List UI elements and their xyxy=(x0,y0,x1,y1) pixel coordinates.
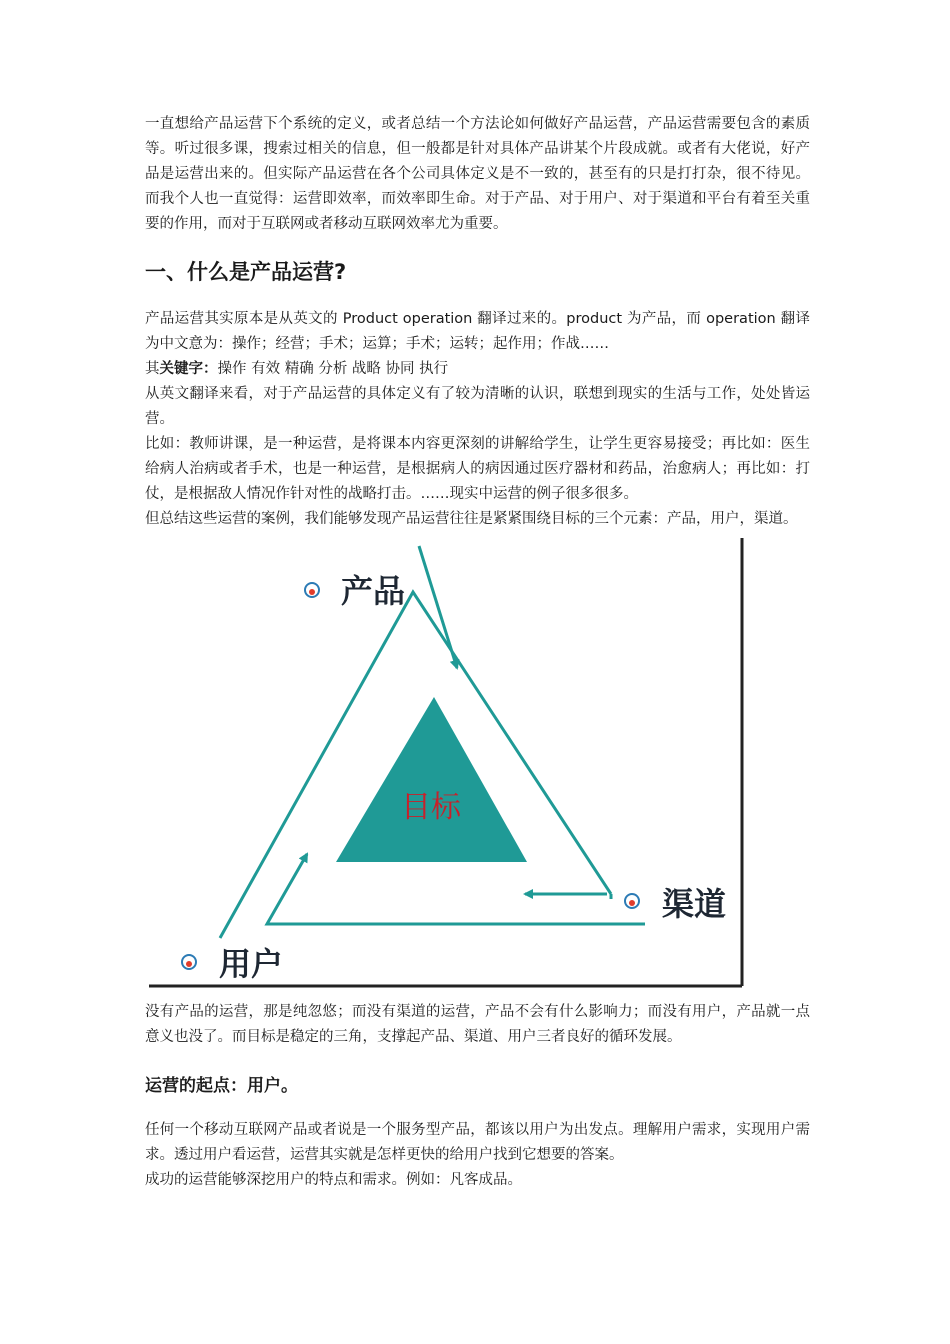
user-paragraph-2: 成功的运营能够深挖用户的特点和需求。例如：凡客成品。 xyxy=(145,1172,522,1188)
user-paragraph-1: 任何一个移动互联网产品或者说是一个服务型产品，都该以用户为出发点。理解用户需求，实现用户需求。透过用户看运营，运营其实就是怎样更快的给用户找到它想要的答案。 xyxy=(145,1122,810,1163)
section-heading-what-is-product-operation: 一、什么是产品运营? xyxy=(145,260,347,284)
arrow-product-to-goal xyxy=(419,546,457,668)
keywords-prefix: 其 xyxy=(145,361,160,377)
user-label: 用户 xyxy=(219,945,284,983)
translation-paragraph: 从英文翻译来看，对于产品运营的具体定义有了较为清晰的认识，联想到现实的生活与工作，处处皆运营。 xyxy=(145,386,810,427)
summary-paragraph: 但总结这些运营的案例，我们能够发现产品运营往往是紧紧围绕目标的三个元素：产品，用户，渠道。 xyxy=(145,511,798,527)
intro-paragraph: 一直想给产品运营下个系统的定义，或者总结一个方法论如何做好产品运营，产品运营需要包含的素质等。听过很多课，搜索过相关的信息，但一般都是针对具体产品讲某个片段成就。或者有大佬说，好产品是运营出来的。但实际产品运营在各个公司具体定义是不一致的，甚至有的只是打打杂，很不待见。而我个人也一直觉得：运营即效率，而效率即生命。对于产品、对于用户、对于渠道和平台有着至关重要的作用，而对于互联网或者移动互联网效率尤为重要。 xyxy=(145,116,810,232)
triangle-diagram-svg xyxy=(145,534,745,994)
user-node xyxy=(182,945,283,983)
channel-label: 渠道 xyxy=(662,885,727,923)
section-heading-starting-point-user: 运营的起点：用户。 xyxy=(145,1076,298,1096)
product-label: 产品 xyxy=(341,572,406,610)
product-node xyxy=(305,572,405,610)
keywords-line xyxy=(145,357,810,382)
examples-paragraph: 比如：教师讲课，是一种运营，是将课本内容更深刻的讲解给学生，让学生更容易接受；再比如：医生给病人治病或者手术，也是一种运营，是根据病人的病因通过医疗器材和药品，治愈病人；再比如：打仗，是根据敌人情况作针对性的战略打击。……现实中运营的例子很多很多。 xyxy=(145,436,810,502)
definition-paragraph: 产品运营其实原本是从英文的 Product operation 翻译过来的。product 为产品，而 operation 翻译为中文意为：操作；经营；手术；运算；手术；运转；起作用；作战…… xyxy=(145,311,810,352)
goal-label: 目标 xyxy=(401,790,461,825)
arrow-user-to-goal xyxy=(267,854,645,924)
channel-node xyxy=(625,885,726,923)
article-body xyxy=(145,112,810,1193)
product-user-channel-diagram xyxy=(145,534,745,994)
keywords-label: 关键字： xyxy=(159,361,218,377)
keywords-list: 操作 有效 精确 分析 战略 协同 执行 xyxy=(217,361,449,377)
after-diagram-paragraph: 没有产品的运营，那是纯忽悠；而没有渠道的运营，产品不会有什么影响力；而没有用户，产品就一点意义也没了。而目标是稳定的三角，支撑起产品、渠道、用户三者良好的循环发展。 xyxy=(145,1004,810,1045)
